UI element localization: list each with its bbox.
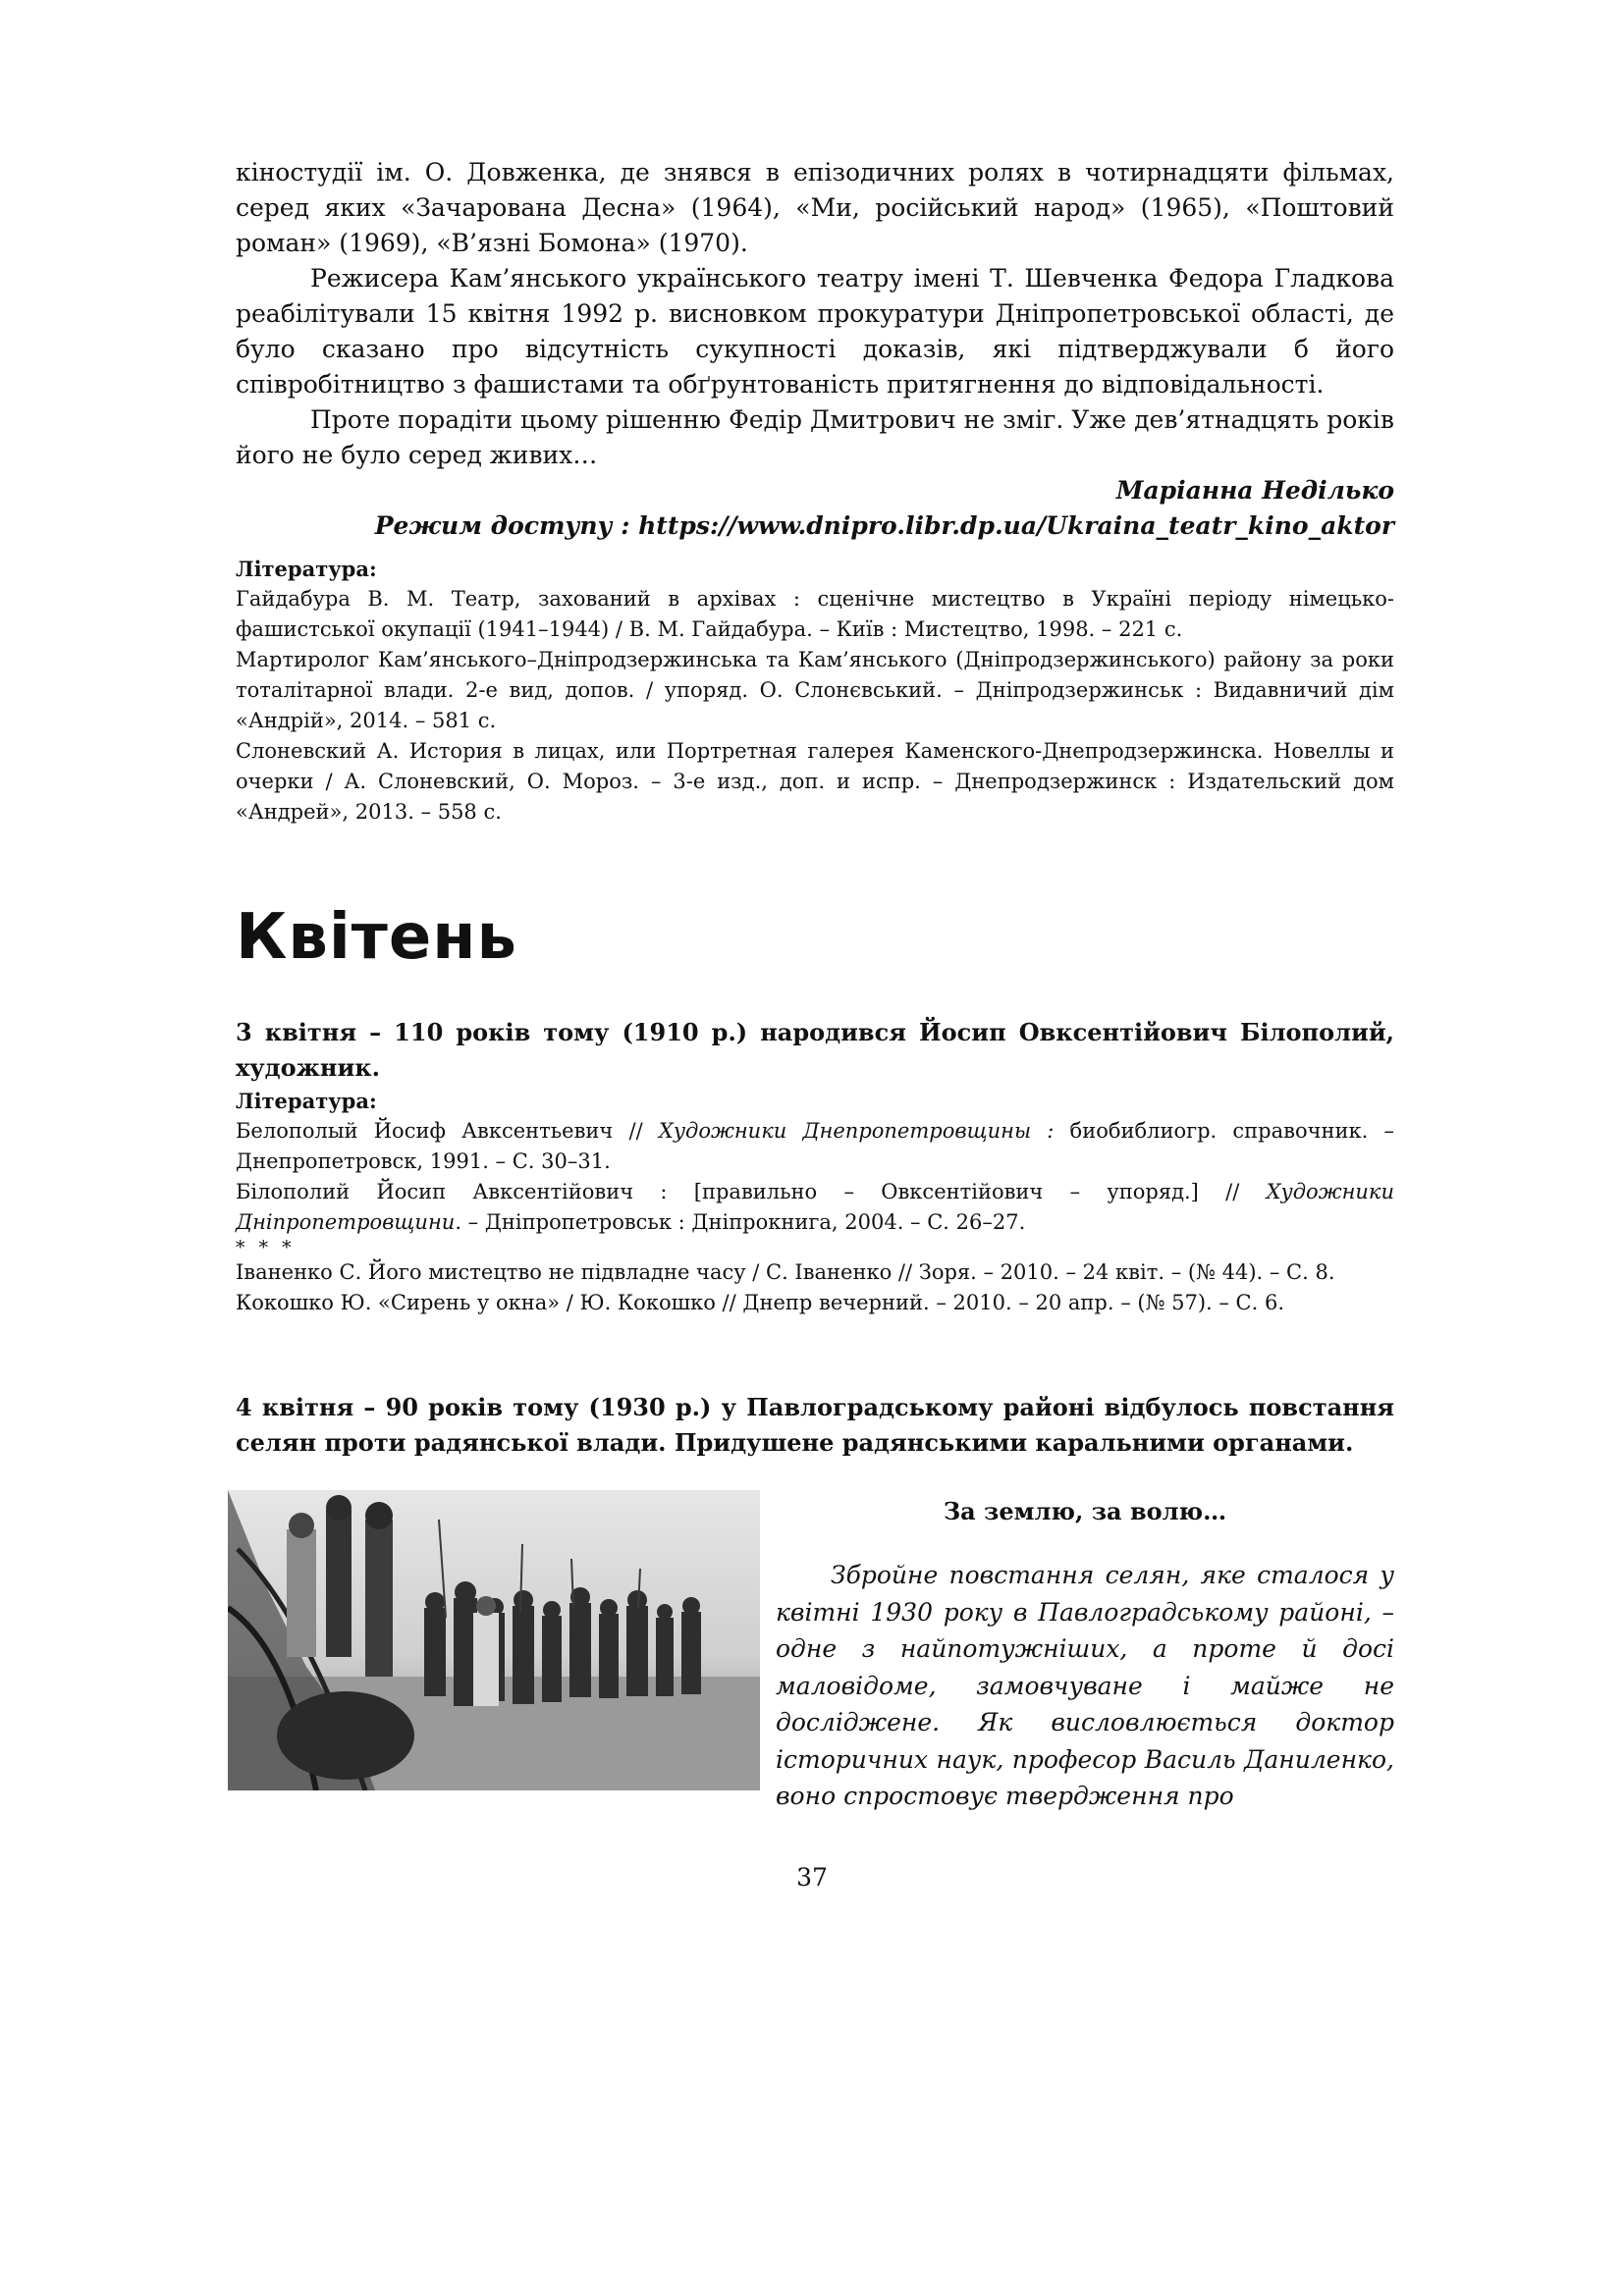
continuation-section — [236, 155, 1394, 544]
paragraph-1: кіностудії ім. О. Довженка, де знявся в епізодичних ролях в чотирнадцяти фільмах, серед яких «Зачарована Десна» (1964), «Ми, російський народ» (1965), «Поштовий роман» (1969), «В’язні Бомона» (1970). — [236, 158, 1394, 257]
literature-item-text: Білополий Йосип Авксентійович : [правильно – Овксентійович – упоряд.] // — [236, 1180, 1267, 1203]
event-2-title: 4 квітня – 90 років тому (1930 р.) у Павлоградському районі відбулось повстання селян проти радянської влади. Придушене радянськими каральними органами. — [236, 1393, 1394, 1457]
literature-item-text: Белополый Йосиф Авксентьевич // — [236, 1119, 659, 1143]
paragraph-3: Проте порадіти цьому рішенню Федір Дмитрович не зміг. Уже дев’ятнадцять років його не було серед живих… — [236, 405, 1394, 469]
literature-item — [236, 1177, 1394, 1238]
access-link: Режим доступу : https://www.dnipro.libr.dp.ua/Ukraina_teatr_kino_aktor — [374, 511, 1394, 540]
month-heading-block — [236, 898, 1394, 977]
article-sidebar — [776, 1494, 1394, 1815]
literature-section-2 — [236, 1086, 1394, 1318]
article-text: Збройне повстання селян, яке сталося у квітні 1930 року в Павлоградському районі, – одне з найпотужніших, а проте й досі маловідоме, замовчуване і майже не досліджене. Як висловлюється доктор історичних наук, професор Василь Даниленко, воно спростовує твердження про — [776, 1561, 1394, 1810]
literature-section-1 — [236, 554, 1394, 828]
literature-item: Слоневский А. История в лицах, или Портретная галерея Каменского-Днепродзержинска. Новеллы и очерки / А. Слоневский, О. Мороз. – 3-е изд., доп. и испр. – Днепродзержинск : Издательский дом «Андрей», 2013. – 558 с. — [236, 739, 1394, 824]
author-signature: Маріанна Неділько — [1115, 476, 1394, 505]
literature-item-source: Художники Днепропетровщины : — [658, 1119, 1055, 1143]
separator-stars: * * * — [236, 1237, 296, 1258]
historical-photo — [228, 1490, 760, 1790]
literature-item-source: Художники Дніпропетровщини — [236, 1180, 1394, 1234]
article-title: За землю, за волю… — [943, 1497, 1227, 1525]
literature-item: Кокошко Ю. «Сирень у окна» / Ю. Кокошко // Днепр вечерний. – 2010. – 20 апр. – (№ 57). – С. 6. — [236, 1291, 1285, 1314]
literature-item-text: биобиблиогр. справочник. – Днепропетровск, 1991. – С. 30–31. — [236, 1119, 1394, 1173]
literature-item: Мартиролог Кам’янського–Дніпродзержинська та Кам’янського (Дніпродзержинського) району за роки тоталітарної влади. 2-е вид, допов. / упоряд. О. Слонєвський. – Дніпродзержинськ : Видавничий дім «Андрій», 2014. – 581 с. — [236, 648, 1394, 732]
paragraph-2: Режисера Кам’янського українського театру імені Т. Шевченка Федора Гладкова реабілітували 15 квітня 1992 р. висновком прокуратури Дніпропетровської області, де було сказано про відсутність сукупності доказів, які підтверджували б його співробітництво з фашистами та обґрунтованість притягнення до відповідальності. — [236, 264, 1394, 399]
literature-item: Іваненко С. Його мистецтво не підвладне часу / С. Іваненко // Зоря. – 2010. – 24 квіт. – (№ 44). – С. 8. — [236, 1260, 1335, 1284]
event-1-title: 3 квітня – 110 років тому (1910 р.) народився Йосип Овксентійович Білополий, художник. — [236, 1018, 1394, 1082]
event-2 — [236, 1390, 1394, 1461]
literature-heading: Література: — [236, 1089, 377, 1113]
literature-heading: Література: — [236, 557, 377, 581]
event-1 — [236, 1015, 1394, 1086]
literature-item: Гайдабура В. М. Театр, захований в архівах : сценічне мистецтво в Україні періоду німецько-фашистської окупації (1941–1944) / В. М. Гайдабура. – Київ : Мистецтво, 1998. – 221 с. — [236, 587, 1394, 641]
literature-item-text: . – Дніпропетровськ : Дніпрокнига, 2004. – С. 26–27. — [455, 1210, 1026, 1234]
peasants-photo-illustration — [228, 1490, 760, 1790]
literature-item — [236, 1116, 1394, 1177]
month-heading: Квітень — [236, 901, 517, 974]
page-number: 37 — [796, 1863, 828, 1892]
